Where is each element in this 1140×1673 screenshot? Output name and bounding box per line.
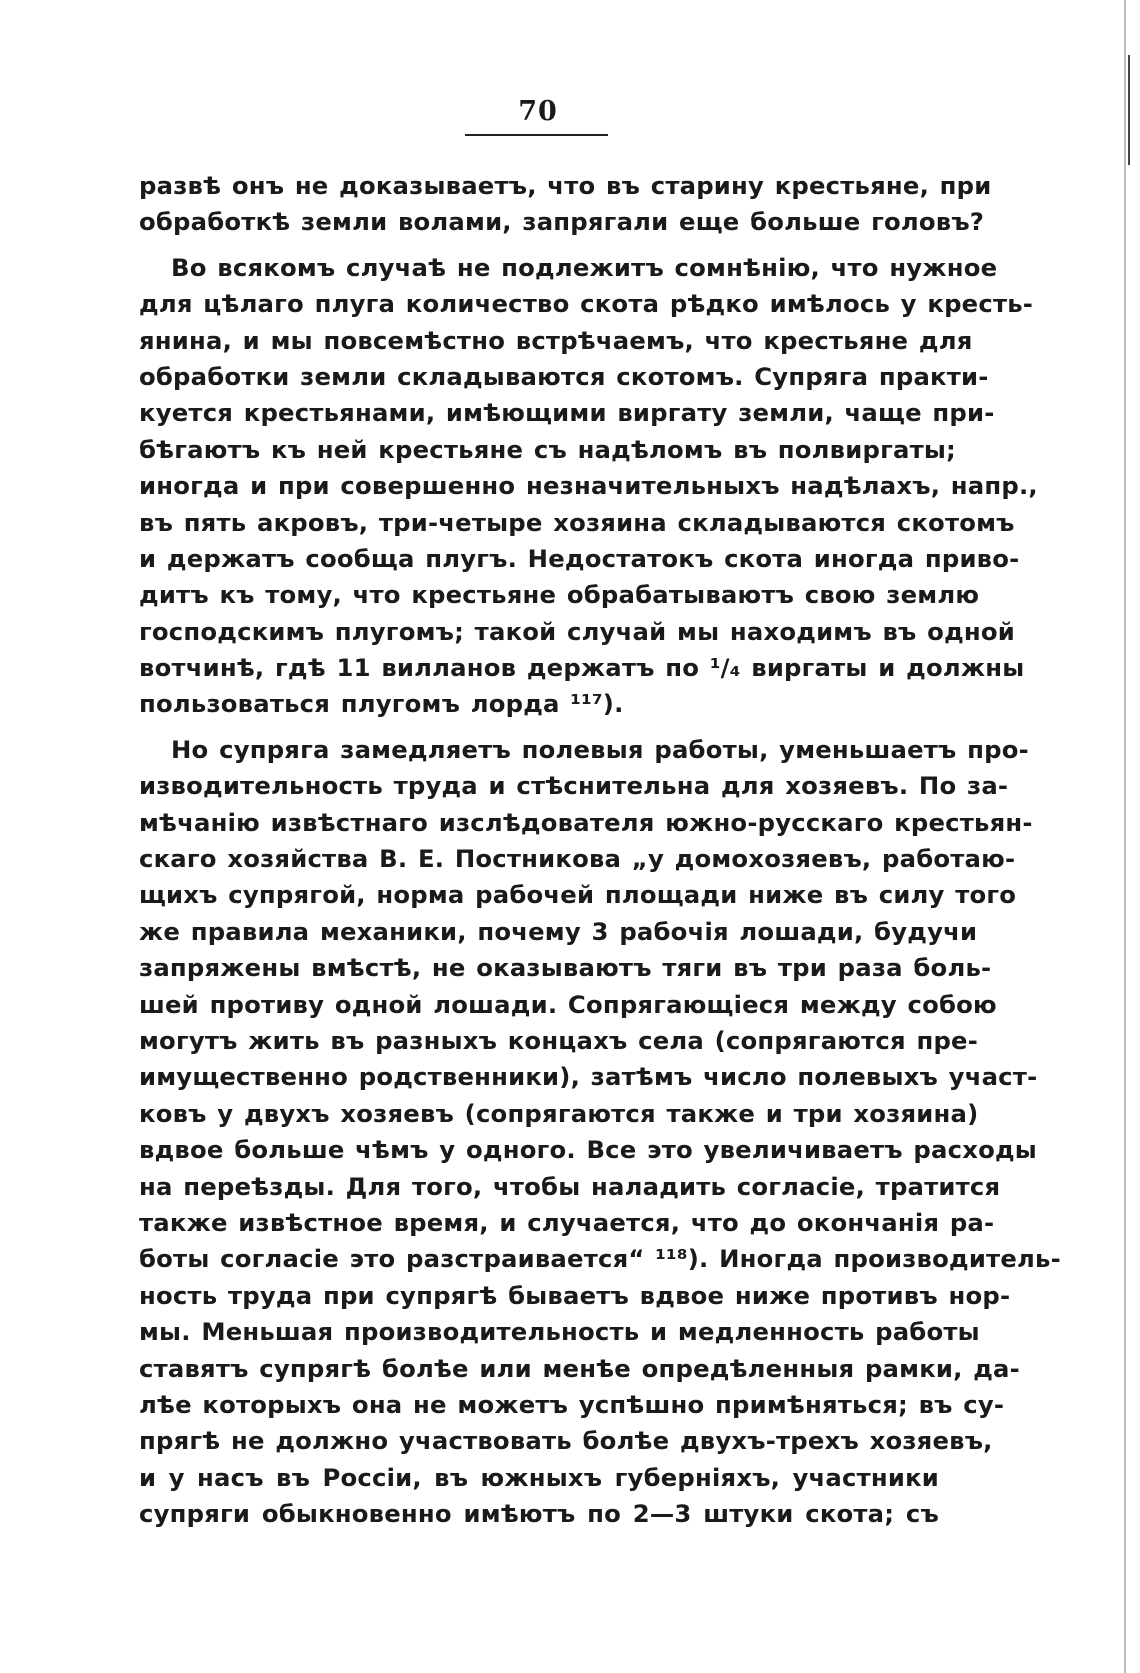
text-line: куется крестьянами, имѣющими виргату земли, чаще при- (139, 398, 995, 428)
text-line: и у насъ въ Россіи, въ южныхъ губерніяхъ, участники (139, 1462, 939, 1492)
text-line: супряги обыкновенно имѣютъ по 2—3 штуки скота; съ (139, 1499, 939, 1529)
text-line: мы. Меньшая производительность и медленность работы (139, 1317, 980, 1347)
body-text (139, 168, 1061, 1532)
text-line: вотчинѣ, гдѣ 11 вилланов держатъ по ¹/₄ виргаты и должны (139, 653, 1025, 683)
paragraph-gap (139, 241, 939, 250)
text-line: вдвое больше чѣмъ у одного. Все это увеличиваетъ расходы (139, 1135, 1037, 1165)
text-line: щихъ супрягой, норма рабочей площади ниже въ силу того (139, 880, 1017, 910)
text-line: могутъ жить въ разныхъ концахъ села (сопрягаются пре- (139, 1025, 979, 1055)
page-edge-mark (1128, 55, 1130, 165)
text-line: для цѣлаго плуга количество скота рѣдко имѣлось у кресть- (139, 289, 1034, 319)
page-edge-line (1124, 0, 1126, 1673)
text-line: также извѣстное время, и случается, что до окончанія ра- (139, 1207, 995, 1237)
text-line: ность труда при супрягѣ бываетъ вдвое ниже противъ нор- (139, 1280, 1011, 1310)
text-line: боты согласіе это разстраивается“ ¹¹⁸). Иногда производитель- (139, 1244, 1061, 1274)
text-line: же правила механики, почему 3 рабочія лошади, будучи (139, 916, 978, 946)
text-line: обработкѣ земли волами, запрягали еще больше головъ? (139, 207, 985, 237)
text-line: ковъ у двухъ хозяевъ (сопрягаются также и три хозяина) (139, 1098, 979, 1128)
text-line: ставятъ супрягѣ болѣе или менѣе опредѣленныя рамки, да- (139, 1353, 1020, 1383)
text-line: изводительность труда и стѣснительна для хозяевъ. По за- (139, 771, 1009, 801)
text-line: на переѣзды. Для того, чтобы наладить согласіе, тратится (139, 1171, 1001, 1201)
text-line: бѣгаютъ къ ней крестьяне съ надѣломъ въ полвиргаты; (139, 434, 956, 464)
text-line: развѣ онъ не доказываетъ, что въ старину крестьяне, при (139, 171, 992, 200)
text-line: шей противу одной лошади. Сопрягающіеся между собою (139, 989, 997, 1019)
text-line: скаго хозяйства В. Е. Постникова „у домохозяевъ, работаю- (139, 844, 1016, 874)
text-line: обработки земли складываются скотомъ. Супряга практи- (139, 361, 989, 391)
header-rule (465, 134, 608, 136)
text-line: лѣе которыхъ она не можетъ успѣшно примѣняться; въ су- (139, 1389, 1005, 1419)
text-line: пользоваться плугомъ лорда ¹¹⁷). (139, 689, 624, 719)
text-line: въ пять акровъ, три-четыре хозяина складываются скотомъ (139, 507, 1015, 537)
page-number: 70 (518, 96, 558, 127)
text-line: господскимъ плугомъ; такой случай мы находимъ въ одной (139, 616, 1015, 646)
text-line: имущественно родственники), затѣмъ число полевыхъ участ- (139, 1062, 1038, 1092)
text-line: Но супряга замедляетъ полевыя работы, уменьшаетъ про- (171, 734, 1029, 764)
text-line: янина, и мы повсемѣстно встрѣчаемъ, что крестьяне для (139, 325, 973, 355)
text-line: запряжены вмѣстѣ, не оказываютъ тяги въ три раза боль- (139, 953, 992, 983)
text-line: прягѣ не должно участвовать болѣе двухъ-трехъ хозяевъ, (139, 1426, 993, 1456)
text-line: дитъ къ тому, что крестьяне обрабатываютъ свою землю (139, 580, 980, 610)
text-line: Во всякомъ случаѣ не подлежитъ сомнѣнію, что нужное (171, 252, 998, 282)
paragraph-gap (139, 723, 939, 732)
text-line: мѣчанію извѣстнаго изслѣдователя южно-русскаго крестьян- (139, 807, 1033, 837)
text-line: иногда и при совершенно незначительныхъ надѣлахъ, напр., (139, 471, 1038, 501)
text-line: и держатъ сообща плугъ. Недостатокъ скота иногда приво- (139, 543, 1020, 573)
